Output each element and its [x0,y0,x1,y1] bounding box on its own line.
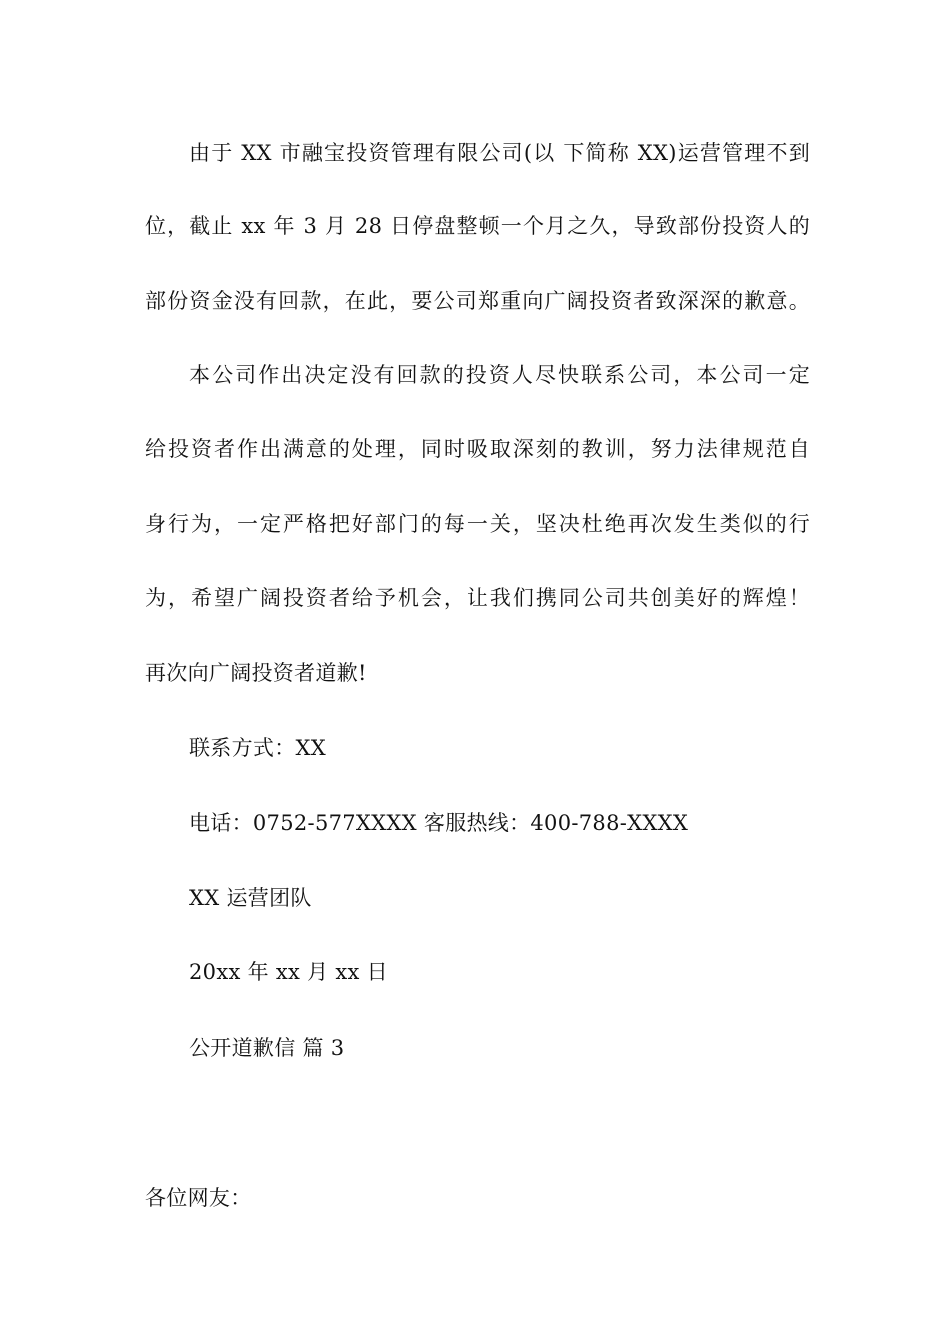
paragraph-1-line-3: 部份资金没有回款，在此，要公司郑重向广阔投资者致深深的歉意。 [145,289,810,313]
next-letter-heading: 公开道歉信 篇 3 [189,1036,345,1060]
paragraph-2-line-1: 本公司作出决定没有回款的投资人尽快联系公司，本公司一定 [189,363,810,387]
greeting-line: 各位网友： [145,1186,252,1210]
paragraph-2-line-3: 身行为，一定严格把好部门的每一关，坚决杜绝再次发生类似的行 [145,512,810,536]
contact-line: 联系方式：XX [189,736,326,760]
team-signature: XX 运营团队 [189,886,312,910]
paragraph-2-line-4: 为，希望广阔投资者给予机会，让我们携同公司共创美好的辉煌！ [145,586,810,610]
paragraph-1-line-2: 位，截止 xx 年 3 月 28 日停盘整顿一个月之久，导致部份投资人的 [145,214,810,238]
phone-line: 电话：0752-577XXXX 客服热线：400-788-XXXX [189,811,689,835]
paragraph-2-line-2: 给投资者作出满意的处理，同时吸取深刻的教训，努力法律规范自 [145,437,810,461]
paragraph-1-line-1: 由于 XX 市融宝投资管理有限公司(以 下简称 XX)运营管理不到 [189,141,810,165]
paragraph-2-line-5: 再次向广阔投资者道歉! [145,661,367,685]
date-line: 20xx 年 xx 月 xx 日 [189,960,388,984]
